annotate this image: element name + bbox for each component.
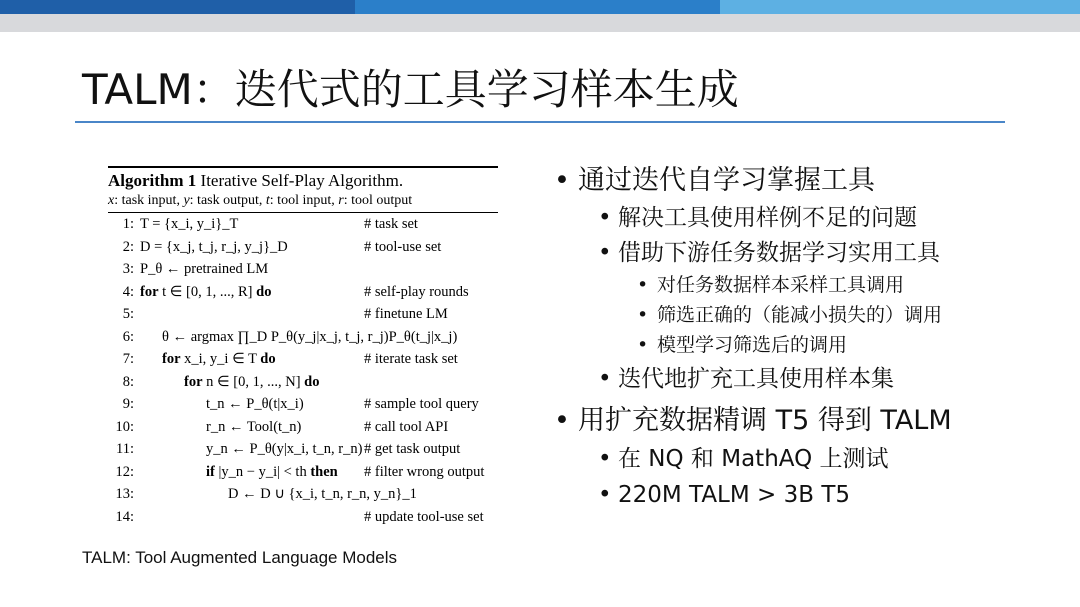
line-comment: # get task output <box>364 441 461 457</box>
line-number: 10: <box>115 418 134 435</box>
desc-y: : task output, <box>189 193 266 208</box>
algorithm-subtitle <box>108 192 498 210</box>
line-number: 13: <box>115 486 134 502</box>
bullet-text: 220M TALM > 3B T5 <box>618 482 851 508</box>
bullet-item-level-3 <box>637 302 943 328</box>
line-number: 12: <box>115 463 134 480</box>
bullet-text: 模型学习筛选后的调用 <box>657 334 848 356</box>
algorithm-lines <box>108 213 498 528</box>
algorithm-line <box>108 281 498 304</box>
bullet-icon: • <box>637 304 649 326</box>
algorithm-line <box>108 236 498 259</box>
slide-title: TALM：迭代式的工具学习样本生成 <box>82 65 739 114</box>
var-r: r <box>338 193 344 208</box>
line-comment: # update tool-use set <box>364 508 484 525</box>
line-number: 1: <box>122 216 134 232</box>
line-code: θ ← argmax ∏_D P_θ(y_j|x_j, t_j, r_j)P_θ(t_j|x_j) <box>162 328 458 345</box>
bullet-item-level-3 <box>637 332 848 358</box>
line-number: 11: <box>116 441 134 457</box>
line-comment: # sample tool query <box>364 396 479 412</box>
bullet-icon: • <box>598 240 612 266</box>
algorithm-line <box>108 483 498 506</box>
algorithm-top-rule <box>108 166 498 168</box>
slide-caption: TALM: Tool Augmented Language Models <box>82 548 398 567</box>
line-number: 4: <box>122 283 134 300</box>
line-code: D ← D ∪ {x_i, t_n, r_n, y_n}_1 <box>228 486 417 502</box>
algorithm-line <box>108 258 498 281</box>
bullet-icon: • <box>598 366 612 392</box>
line-comment: # iterate task set <box>364 351 458 367</box>
bullet-item-level-3 <box>637 272 905 298</box>
bullet-item-level-2 <box>598 238 940 268</box>
bullet-text: 对任务数据样本采样工具调用 <box>657 274 905 296</box>
line-comment: # tool-use set <box>364 238 442 255</box>
line-number: 2: <box>122 238 134 255</box>
line-code: for x_i, y_i ∈ T do <box>162 351 276 367</box>
algorithm-line <box>108 461 498 484</box>
bullet-text: 迭代地扩充工具使用样本集 <box>618 366 894 392</box>
algorithm-line <box>108 303 498 326</box>
line-number: 6: <box>122 328 134 345</box>
desc-r: : tool output <box>343 193 413 208</box>
bullet-icon: • <box>598 482 612 508</box>
bullet-item-level-1 <box>554 404 952 438</box>
algorithm-line <box>108 506 498 529</box>
bullet-text: 用扩充数据精调 T5 得到 TALM <box>578 405 952 436</box>
line-code: t_n ← P_θ(t|x_i) <box>206 396 304 412</box>
bullet-text: 筛选正确的（能减小损失的）调用 <box>657 304 943 326</box>
line-number: 8: <box>122 373 134 390</box>
line-number: 7: <box>122 351 134 367</box>
algorithm-name: Iterative Self-Play Algorithm. <box>200 171 404 190</box>
algorithm-box <box>108 166 498 528</box>
line-code: D = {x_j, t_j, r_j, y_j}_D <box>140 238 288 255</box>
algorithm-label: Algorithm 1 <box>108 171 197 190</box>
line-number: 3: <box>122 261 134 277</box>
var-x: x <box>108 193 115 208</box>
top-bar-segment <box>0 0 355 14</box>
bullet-icon: • <box>554 405 570 436</box>
algorithm-line <box>108 371 498 394</box>
bullet-text: 解决工具使用样例不足的问题 <box>618 205 917 231</box>
bullet-item-level-2 <box>598 203 917 233</box>
line-code: if |y_n − y_i| < th then <box>206 463 338 480</box>
bullet-icon: • <box>637 274 649 296</box>
top-bar-segment <box>720 0 1080 14</box>
header-band <box>0 14 1080 32</box>
line-code: for t ∈ [0, 1, ..., R] do <box>140 283 272 300</box>
bullet-icon: • <box>598 446 612 472</box>
line-code: P_θ ← pretrained LM <box>140 261 269 277</box>
line-code: r_n ← Tool(t_n) <box>206 418 302 435</box>
bullet-icon: • <box>554 165 570 196</box>
var-t: t <box>265 193 270 208</box>
line-comment: # call tool API <box>364 418 449 435</box>
line-comment: # self-play rounds <box>364 283 469 300</box>
algorithm-line <box>108 213 498 236</box>
line-comment: # task set <box>364 216 418 232</box>
bullet-text: 借助下游任务数据学习实用工具 <box>618 240 940 266</box>
line-number: 9: <box>122 396 134 412</box>
bullet-text: 通过迭代自学习掌握工具 <box>578 165 875 196</box>
bullet-icon: • <box>598 205 612 231</box>
algorithm-heading <box>108 170 498 192</box>
line-number: 14: <box>115 508 134 525</box>
line-code: for n ∈ [0, 1, ..., N] do <box>184 373 320 390</box>
var-y: y <box>183 193 190 208</box>
bullet-item-level-1 <box>554 164 875 198</box>
algorithm-line <box>108 393 498 416</box>
algorithm-line <box>108 416 498 439</box>
line-comment: # finetune LM <box>364 306 448 322</box>
algorithm-line <box>108 326 498 349</box>
top-color-bar <box>0 0 1080 14</box>
desc-x: : task input, <box>114 193 184 208</box>
line-comment: # filter wrong output <box>364 463 485 480</box>
desc-t: : tool input, <box>269 193 339 208</box>
bullet-item-level-2 <box>598 364 894 394</box>
top-bar-segment <box>355 0 720 14</box>
line-code: y_n ← P_θ(y|x_i, t_n, r_n) <box>206 441 363 457</box>
bullet-item-level-2 <box>598 480 851 510</box>
bullet-icon: • <box>637 334 649 356</box>
bullet-text: 在 NQ 和 MathAQ 上测试 <box>618 446 889 472</box>
bullet-item-level-2 <box>598 444 889 474</box>
line-number: 5: <box>122 306 134 322</box>
line-code: T = {x_i, y_i}_T <box>140 216 239 232</box>
title-divider <box>75 121 1005 123</box>
algorithm-line <box>108 348 498 371</box>
algorithm-line <box>108 438 498 461</box>
